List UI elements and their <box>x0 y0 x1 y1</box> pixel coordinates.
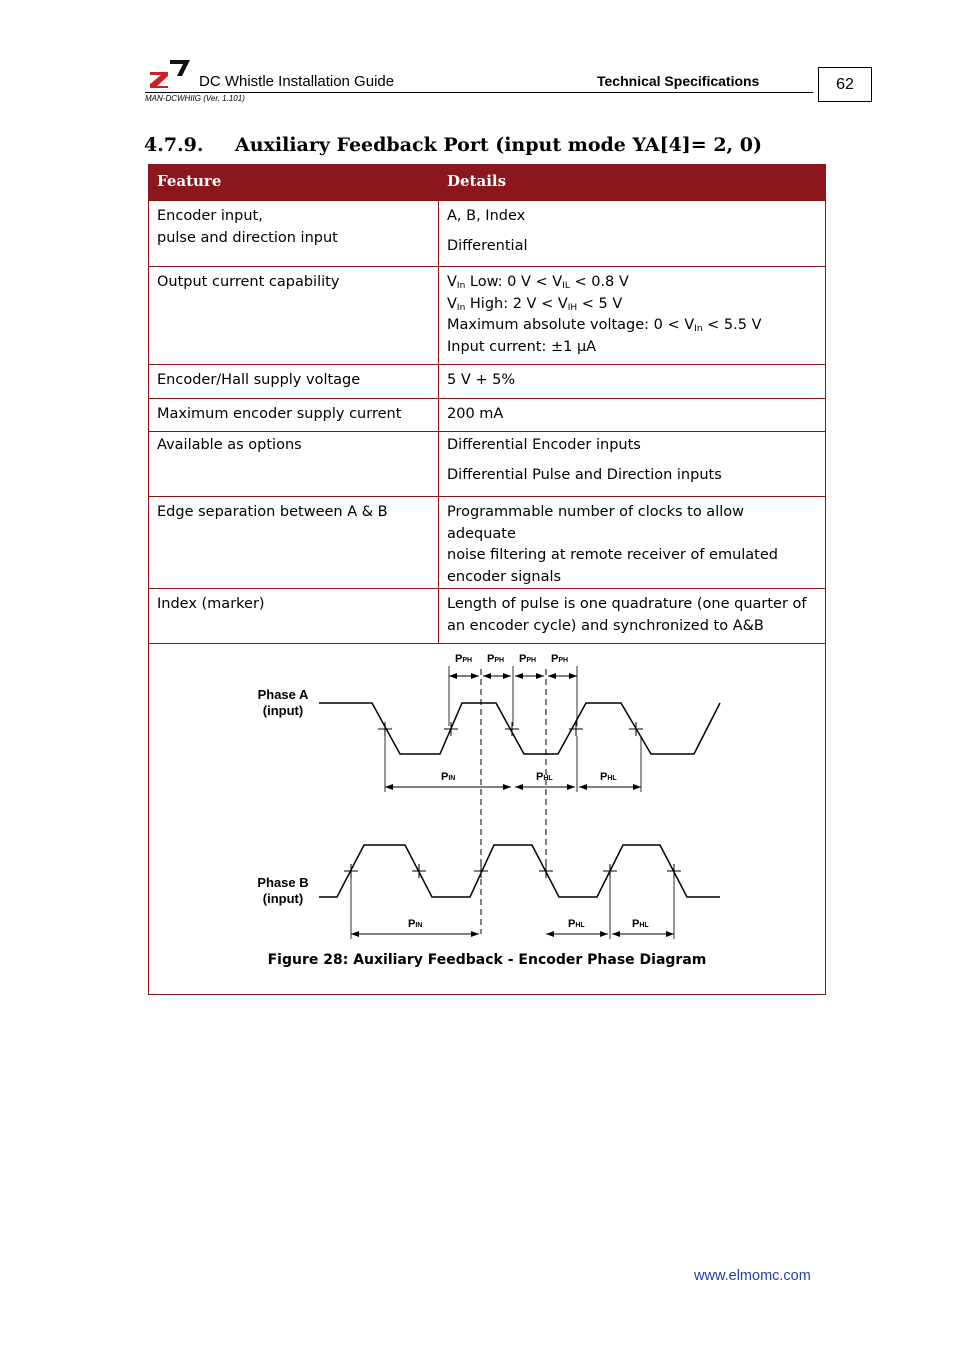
details-cell <box>439 201 826 267</box>
phase-b-crossing-marks <box>344 864 681 878</box>
feature-line: Output current capability <box>157 274 340 290</box>
alignment-dashed-lines <box>481 669 546 934</box>
table-row <box>149 432 826 497</box>
svg-text:PPH: PPH <box>551 653 569 665</box>
details-line: $V_{In}$ Low: 0 $V < V_{IL} < 0.8$ V <box>447 274 629 291</box>
details-cell <box>439 267 826 365</box>
table-row <box>149 497 826 589</box>
svg-text:PHL: PHL <box>632 918 649 930</box>
column-header-details: Details <box>439 165 826 201</box>
dimension-extension-lines <box>351 666 674 939</box>
feature-cell: Maximum encoder supply current <box>149 399 439 432</box>
column-header-feature: Feature <box>149 165 439 201</box>
details-line: Differential <box>447 237 528 254</box>
section-number: 4.7.9. <box>144 134 204 156</box>
diagram-row <box>149 644 826 995</box>
encoder-phase-diagram <box>149 644 825 994</box>
details-cell: 5 V + 5% <box>439 365 826 399</box>
feature-cell <box>149 267 439 365</box>
phase-b-dimension-labels <box>408 918 649 930</box>
svg-text:PHL: PHL <box>536 771 553 783</box>
svg-text:PPH: PPH <box>455 653 473 665</box>
details-line: noise filtering at remote receiver of emulated <box>447 547 778 563</box>
details-line: Length of pulse is one quadrature (one quarter of <box>447 596 807 612</box>
details-line: Programmable number of clocks to allow adequate <box>447 504 744 542</box>
phase-a-crossing-marks <box>378 722 643 736</box>
elmo-logo-icon <box>148 58 190 88</box>
table-row <box>149 365 826 399</box>
header-divider <box>145 92 813 93</box>
phase-b-label: Phase B <box>257 875 309 890</box>
spec-table <box>148 164 826 995</box>
phase-a-label: Phase A <box>257 687 309 702</box>
details-line: Differential Encoder inputs <box>447 437 641 453</box>
feature-cell: Index (marker) <box>149 589 439 644</box>
details-line: an encoder cycle) and synchronized to A&B <box>447 617 764 634</box>
feature-cell: Edge separation between A & B <box>149 497 439 589</box>
table-row <box>149 267 826 365</box>
svg-text:PPH: PPH <box>519 653 537 665</box>
feature-line: Encoder input, <box>157 208 263 224</box>
table-row <box>149 589 826 644</box>
diagram-cell <box>149 644 826 995</box>
svg-text:PIN: PIN <box>441 771 456 783</box>
svg-text:PHL: PHL <box>568 918 585 930</box>
document-version: MAN-DCWHIIG (Ver. 1.101) <box>145 94 245 103</box>
section-title <box>144 134 762 156</box>
table-row <box>149 201 826 267</box>
figure-caption: Figure 28: Auxiliary Feedback - Encoder Phase Diagram <box>267 952 707 968</box>
details-line: Differential Pulse and Direction inputs <box>447 466 722 483</box>
section-title-text: Auxiliary Feedback Port (input mode YA[4]= 2, 0) <box>235 134 762 156</box>
phase-b-waveform <box>319 845 720 897</box>
details-cell: 200 mA <box>439 399 826 432</box>
pph-labels <box>455 653 568 665</box>
table-row <box>149 399 826 432</box>
phase-a-sublabel: (input) <box>262 703 304 718</box>
details-line: A, B, Index <box>447 208 526 224</box>
details-cell <box>439 497 826 589</box>
feature-cell: Available as options <box>149 432 439 497</box>
svg-text:PPH: PPH <box>487 653 505 665</box>
feature-cell <box>149 201 439 267</box>
section-heading: Technical Specifications <box>597 73 760 89</box>
details-line: encoder signals <box>447 568 562 585</box>
feature-line: pulse and direction input <box>157 229 338 246</box>
details-cell <box>439 589 826 644</box>
page-number: 62 <box>818 67 872 102</box>
details-line: Maximum absolute voltage: $0 < V_{In} < 5.5$ V <box>447 317 762 334</box>
phase-b-sublabel: (input) <box>262 891 304 906</box>
feature-cell: Encoder/Hall supply voltage <box>149 365 439 399</box>
details-line: $V_{In}$ High: 2 $V < V_{IH} < 5$ V <box>447 295 623 313</box>
svg-text:PHL: PHL <box>600 771 617 783</box>
phase-a-dimension-labels <box>441 771 617 783</box>
footer-website-link[interactable]: www.elmomc.com <box>694 1268 811 1284</box>
svg-text:PIN: PIN <box>408 918 423 930</box>
document-title: DC Whistle Installation Guide <box>199 73 395 90</box>
details-cell <box>439 432 826 497</box>
details-line: Input current: ±1 μA <box>447 338 597 355</box>
table-header-row <box>149 165 826 201</box>
